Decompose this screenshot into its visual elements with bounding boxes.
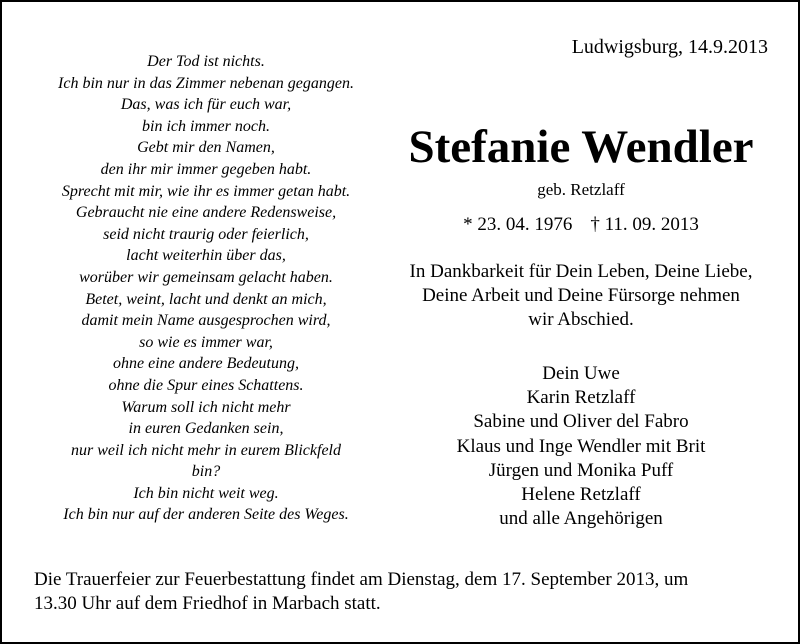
mourners-list — [380, 362, 782, 531]
poem-line: Das, was ich für euch war, — [120, 96, 292, 114]
thanks-line: In Dankbarkeit für Dein Leben, Deine Liebe, — [409, 261, 753, 282]
thanks-line: Deine Arbeit und Deine Fürsorge nehmen — [422, 285, 740, 306]
life-dates — [380, 214, 782, 236]
mourner-entry: Dein Uwe — [542, 363, 620, 384]
poem-line: Warum soll ich nicht mehr — [121, 398, 291, 416]
poem-line: lacht weiterhin über das, — [126, 247, 286, 265]
poem-line: nur weil ich nicht mehr in eurem Blickfeld — [70, 441, 341, 459]
mourner-entry: Helene Retzlaff — [521, 484, 641, 506]
poem-line: ohne die Spur eines Schattens. — [108, 376, 304, 394]
poem-line: Sprecht mit mir, wie ihr es immer getan habt. — [61, 182, 351, 200]
death-date: † 11. 09. 2013 — [590, 214, 699, 235]
poem-line: den ihr mir immer gegeben habt. — [100, 160, 312, 178]
service-line: Die Trauerfeier zur Feuerbestattung findet am Dienstag, dem 17. September 2013, um — [34, 569, 689, 590]
poem-line: damit mein Name ausgesprochen wird, — [81, 312, 331, 330]
poem-line: in euren Gedanken sein, — [128, 420, 284, 438]
funeral-service-info — [34, 568, 774, 616]
poem-line: so wie es immer war, — [139, 333, 273, 351]
poem — [2, 51, 410, 526]
poem-line: ohne eine andere Bedeutung, — [112, 355, 299, 373]
deceased-name: Stefanie Wendler — [408, 121, 754, 173]
thanks-text — [380, 260, 782, 332]
place-and-date: Ludwigsburg, 14.9.2013 — [571, 36, 768, 58]
poem-line: Ich bin nur in das Zimmer nebenan gegangen. — [58, 74, 354, 92]
poem-line: seid nicht traurig oder feierlich, — [103, 225, 309, 243]
poem-line: bin? — [191, 463, 221, 481]
mourner-entry: und alle Angehörigen — [499, 508, 663, 530]
poem-line: Ich bin nicht weit weg. — [133, 484, 279, 502]
poem-line: Gebt mir den Namen, — [137, 139, 275, 157]
mourner-entry: Karin Retzlaff — [526, 387, 636, 409]
poem-line: Der Tod ist nichts. — [147, 53, 265, 70]
service-line: 13.30 Uhr auf dem Friedhof in Marbach statt. — [34, 593, 381, 614]
poem-line: Ich bin nur auf der anderen Seite des Weges. — [63, 506, 349, 524]
thanks-line: wir Abschied. — [528, 309, 634, 330]
poem-line: worüber wir gemeinsam gelacht haben. — [79, 268, 333, 286]
poem-line: bin ich immer noch. — [142, 117, 270, 135]
mourner-entry: Klaus und Inge Wendler mit Brit — [456, 435, 706, 457]
poem-line: Betet, weint, lacht und denkt an mich, — [85, 290, 327, 308]
mourner-entry: Sabine und Oliver del Fabro — [473, 411, 689, 433]
poem-line: Gebraucht nie eine andere Redensweise, — [75, 204, 337, 222]
maiden-name: geb. Retzlaff — [537, 180, 625, 199]
birth-date: * 23. 04. 1976 — [463, 214, 573, 235]
mourner-entry: Jürgen und Monika Puff — [488, 459, 674, 481]
